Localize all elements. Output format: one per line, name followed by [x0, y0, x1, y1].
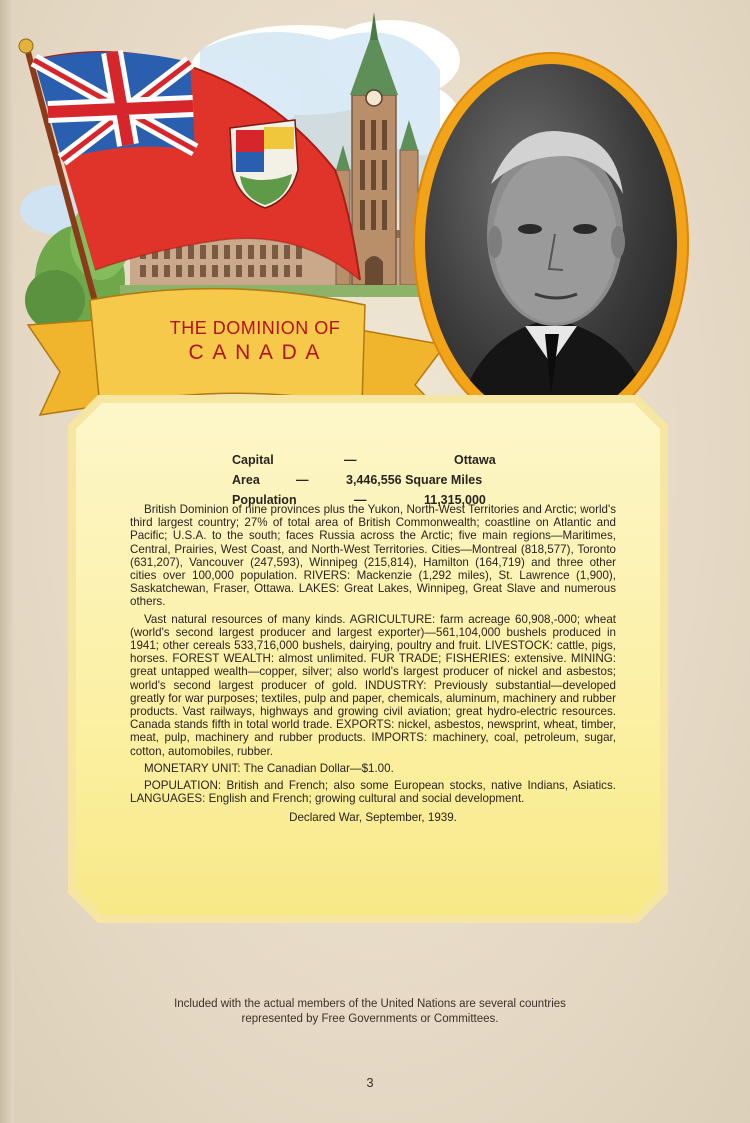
portrait-photo — [425, 64, 677, 422]
portrait-figure-illustration — [425, 64, 677, 422]
title-line-canada: C A N A D A — [188, 341, 322, 364]
paragraph-population: POPULATION: British and French; also some European stocks, native Indians, Asiatics. LANGUAGES: English and French; growing cultural and social development. — [130, 779, 616, 806]
portrait-frame — [413, 52, 689, 434]
page-number: 3 — [366, 1075, 374, 1090]
stat-label: Capital — [232, 453, 274, 467]
stat-label: Population — [232, 493, 297, 507]
footer-note: Included with the actual members of the United Nations are several countries represented by Free Governments or Committees. — [174, 998, 566, 1025]
paragraph-monetary: MONETARY UNIT: The Canadian Dollar—$1.00. — [144, 761, 394, 775]
title-line-dominion: THE DOMINION OF — [169, 318, 341, 338]
stat-row-capital — [232, 453, 522, 473]
ribbon-title — [150, 318, 360, 365]
stat-dash: — — [344, 453, 357, 467]
declared-war-line: Declared War, September, 1939. — [289, 811, 457, 825]
country-description — [130, 503, 616, 829]
paragraph-geography: British Dominion of nine provinces plus the Yukon, North-West Territories and Arctic; world's third largest country; 27% of total area of British Commonwealth; coastline on Atlantic and Pacific; U.S.A. to the south; faces Russia across the Arctic; five main regions—Maritimes, Central, Prairies, West Coast, and North-West Territories. Cities—Montreal (818,577), Toronto (631,207), Vancouver (247,593), Winnipeg (215,814), Hamilton (164,719) and three other cities over 100,000 population. RIVERS: Mackenzie (1,292 miles), St. Lawrence (1,900), Saskatchewan, Fraser, Ottawa. LAKES: Great Lakes, Winnipeg, Great Slave and numerous others. — [130, 503, 616, 609]
stat-dash: — — [296, 473, 309, 487]
stat-dash: — — [354, 493, 367, 507]
stat-value: 3,446,556 Square Miles — [346, 473, 483, 487]
stat-value: Ottawa — [454, 453, 496, 467]
stat-value: 11,315,000 — [424, 493, 486, 507]
stat-label: Area — [232, 473, 260, 487]
stat-row-area — [232, 473, 522, 493]
paragraph-resources: Vast natural resources of many kinds. AGRICULTURE: farm acreage 60,908,-000; wheat (world's second largest producer and largest exporter)—561,104,000 bushels produced in 1941; other cereals 533,716,000 bushels, dairying, poultry and fruit. LIVESTOCK: cattle, pigs, horses. FOREST WEALTH: almost unlimited. FUR TRADE; FISHERIES: extensive. MINING: great untapped wealth—copper, silver; also world's largest producer of nickel and asbestos; world's second largest producer of gold. INDUSTRY: Previously substantial—developed greatly for war purposes; textiles, pulp and paper, chemicals, aluminum, machinery and rubber products. Vast railways, highways and growing civil aviation; great hydro-electric resources. Canada stands fifth in total world trade. EXPORTS: nickel, asbestos, newsprint, wheat, timber, meat, pulp, machinery and rubber products. IMPORTS: machinery, coal, petroleum, sugar, cotton, automobiles, rubber. — [130, 612, 616, 758]
